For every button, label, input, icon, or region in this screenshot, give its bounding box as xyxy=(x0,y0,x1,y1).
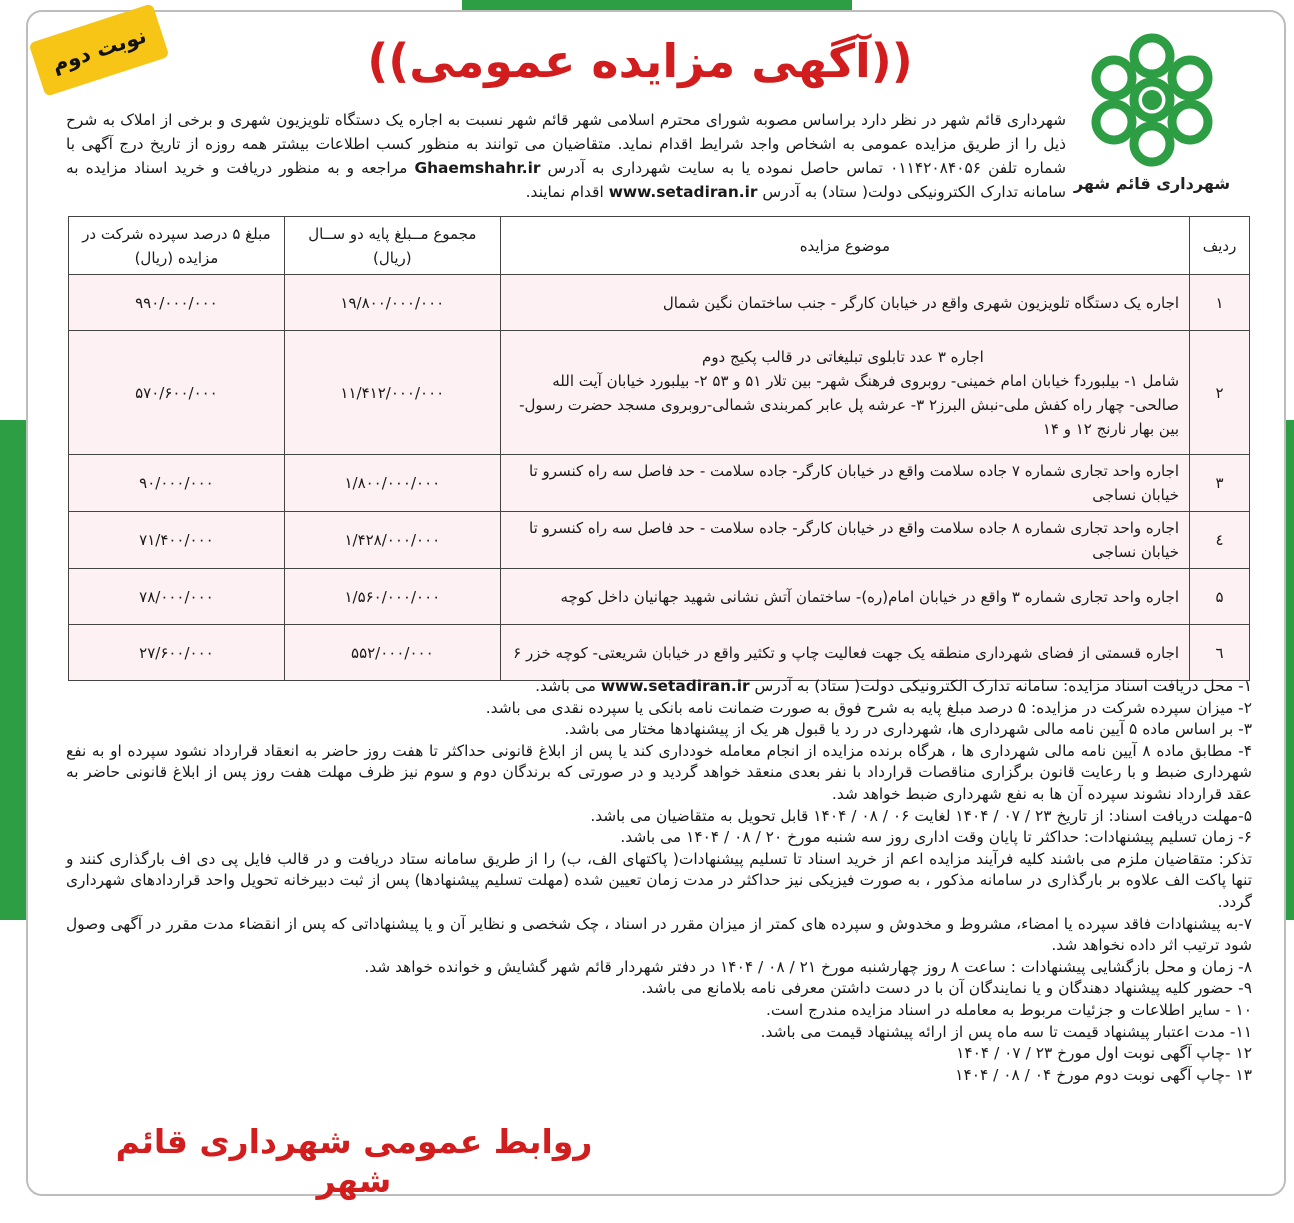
row-deposit: ۹۹۰/۰۰۰/۰۰۰ xyxy=(69,275,285,331)
condition-item: ۱۲ -چاپ آگهی نوبت اول مورخ ۲۳ / ۰۷ / ۱۴۰۴ xyxy=(956,1044,1252,1063)
row-number: ۲ xyxy=(1190,331,1250,455)
header-base-price: مجموع مــبلغ پایه دو ســال (ریال) xyxy=(284,217,500,275)
conditions-list xyxy=(66,676,1252,1086)
left-green-bar xyxy=(0,420,28,920)
header-row-number: ردیف xyxy=(1190,217,1250,275)
row-subject: اجاره واحد تجاری شماره ۳ واقع در خیابان امام(ره)- ساختمان آتش نشانی شهید جهانیان داخل کوچه xyxy=(500,569,1189,625)
table-row xyxy=(69,455,1250,512)
condition-item: ۴- مطابق ماده ۸ آیین نامه مالی شهرداری ها ، هرگاه برنده مزایده از انجام معامله خودداری کند یا پس از ابلاغ قانونی حداکثر تا هفت روز حاضر به انعقاد قرارداد نشود سپرده او به نفع شهرداری ضبط و با رعایت قانون برگزاری مناقصات قرارداد با نفر بعدی منعقد خواهد گردید و در صورتی که برندگان دوم و سوم نیز ظرف مهلت هفت روز پس از ابلاغ قانونی حاضر به عقد قرارداد نشوند سپرده آن ها به نفع شهرداری ضبط خواهد شد. xyxy=(66,741,1252,803)
condition-item: ۷-به پیشنهادات فاقد سپرده یا امضاء، مشروط و مخدوش و سپرده های کمتر از میزان مقرر در اسناد ، چک شخصی و نظایر آن و یا پیشنهاداتی که پس از انقضاء مدت مقرر در آگهی وصول شود ترتیب اثر داده نخواهد شد. xyxy=(66,914,1252,955)
table-row xyxy=(69,331,1250,455)
row-subject-heading: اجاره ۳ عدد تابلوی تبلیغاتی در قالب پکیج دوم xyxy=(702,347,984,366)
table-row xyxy=(69,625,1250,681)
round-badge: نوبت دوم xyxy=(29,3,170,96)
table-header-row xyxy=(69,217,1250,275)
auction-table xyxy=(68,216,1250,681)
condition-item: ۵-مهلت دریافت اسناد: از تاریخ ۲۳ / ۰۷ / ۱۴۰۴ لغایت ۰۶ / ۰۸ / ۱۴۰۴ قابل تحویل به متقاضیان می باشد. xyxy=(590,806,1252,825)
website-link[interactable]: Ghaemshahr.ir xyxy=(414,159,541,177)
table-row xyxy=(69,569,1250,625)
row-subject: اجاره قسمتی از فضای شهرداری منطقه یک جهت فعالیت چاپ و تکثیر واقع در خیابان شریعتی- کوچه خزر ۶ xyxy=(500,625,1189,681)
condition-item: ۱۱- مدت اعتبار پیشنهاد قیمت تا سه ماه پس از ارائه پیشنهاد قیمت می باشد. xyxy=(760,1022,1252,1041)
page-title: ((آگهی مزایده عمومی)) xyxy=(367,34,913,88)
row-subject: اجاره واحد تجاری شماره ۷ جاده سلامت واقع در خیابان کارگر- جاده سلامت - حد فاصل سه راه کنسرو تا خیابان نساجی xyxy=(500,455,1189,512)
header-subject: موضوع مزایده xyxy=(500,217,1189,275)
row-subject xyxy=(500,331,1189,455)
row-deposit: ۷۸/۰۰۰/۰۰۰ xyxy=(69,569,285,625)
row-base-price: ۱/۴۲۸/۰۰۰/۰۰۰ xyxy=(284,512,500,569)
row-deposit: ۷۱/۴۰۰/۰۰۰ xyxy=(69,512,285,569)
row-number: ٤ xyxy=(1190,512,1250,569)
row-base-price: ۱۱/۴۱۲/۰۰۰/۰۰۰ xyxy=(284,331,500,455)
intro-text-1: شهرداری قائم شهر در نظر دارد براساس مصوبه شورای محترم اسلامی شهر قائم شهر نسبت به اجاره یک دستگاه تلویزیون شهری و برخی از املاک به شرح ذیل را از طریق مزایده عمومی به اشخاص واجد شرایط اقدام نماید. متقاضیان می توانند به منظور کسب اطلاعات بیشتر همه روزه از تاریخ درج آگهی با شماره تلفن ۰۱۱۴۲۰۸۴۰۵۶ تماس حاصل نموده یا به سایت شهرداری به آدرس xyxy=(66,111,1066,177)
row-deposit: ۹۰/۰۰۰/۰۰۰ xyxy=(69,455,285,512)
setad-link[interactable]: www.setadiran.ir xyxy=(608,183,758,201)
intro-text-3: اقدام نمایند. xyxy=(525,183,604,201)
condition-1-end: می باشد. xyxy=(535,677,596,695)
condition-1-link[interactable]: www.setadiran.ir xyxy=(600,677,750,695)
row-deposit: ۵۷۰/۶۰۰/۰۰۰ xyxy=(69,331,285,455)
condition-item: ۲- میزان سپرده شرکت در مزایده: ۵ درصد مبلغ پایه به شرح فوق به صورت ضمانت نامه بانکی یا سپرده نقدی می باشد. xyxy=(485,698,1252,717)
row-deposit: ۲۷/۶۰۰/۰۰۰ xyxy=(69,625,285,681)
row-number: ۵ xyxy=(1190,569,1250,625)
row-number: ۳ xyxy=(1190,455,1250,512)
public-relations-signature: روابط عمومی شهرداری قائم شهر xyxy=(115,1122,593,1200)
intro-text-2: مراجعه و به منظور دریافت و خرید اسناد مزایده به سامانه تدارک الکترونیکی دولت( ستاد) به آدرس xyxy=(66,159,1066,201)
row-subject-detail: شامل ۱- بیلبوردf خیابان امام خمینی- روبروی فرهنگ شهر- بین تلار ۵۱ و ۵۳ ۲- بیلبورد خیابان آیت الله صالحی- چهار راه کفش ملی-نبش البرز۲ ۳- عرشه پل عابر کمربندی شمالی-روبروی مسجد حضرت رسول-بین بهار نارنج ۱۲ و ۱۴ xyxy=(519,371,1180,438)
header-deposit: مبلغ ۵ درصد سپرده شرکت در مزایده (ریال) xyxy=(69,217,285,275)
condition-note: تذکر: متقاضیان ملزم می باشند کلیه فرآیند مزایده اعم از خرید اسناد تا تسلیم پیشنهادات( پاکتهای الف، ب) را از طریق سامانه ستاد دریافت و در قالب فایل پی دی اف بارگذاری کنند و تنها پاکت الف علاوه بر بارگذاری در سامانه مذکور ، به صورت فیزیکی نیز حداکثر در مدت زمان تعیین شده (مهلت تسلیم پیشنهادها) پس از ثبت دبیرخانه تحویل واحد قراردادهای شهرداری گردد. xyxy=(66,849,1252,911)
condition-item: ۹- حضور کلیه پیشنهاد دهندگان و یا نمایندگان آن با در دست داشتن معرفی نامه بلامانع می باشد. xyxy=(641,979,1252,998)
intro-paragraph xyxy=(66,108,1066,204)
row-subject: اجاره یک دستگاه تلویزیون شهری واقع در خیابان کارگر - جنب ساختمان نگین شمال xyxy=(500,275,1189,331)
table-row xyxy=(69,275,1250,331)
logo-caption: شهرداری قائم شهر xyxy=(1073,174,1231,193)
condition-item: ۶- زمان تسلیم پیشنهادات: حداکثر تا پایان وقت اداری روز سه شنبه مورخ ۲۰ / ۰۸ / ۱۴۰۴ می باشد. xyxy=(620,828,1252,847)
condition-item: ۱۰ - سایر اطلاعات و جزئیات مربوط به معامله در اسناد مزایده مندرج است. xyxy=(766,1000,1252,1019)
condition-item: ۱۳ -چاپ آگهی نوبت دوم مورخ ۰۴ / ۰۸ / ۱۴۰۴ xyxy=(955,1065,1252,1084)
condition-item: ۸- زمان و محل بازگشایی پیشنهادات : ساعت ۸ روز چهارشنبه مورخ ۲۱ / ۰۸ / ۱۴۰۴ در دفتر شهردار قائم شهر گشایش و خوانده خواهد شد. xyxy=(364,957,1252,976)
condition-1-text: ۱- محل دریافت اسناد مزایده: سامانه تدارک الکترونیکی دولت( ستاد) به آدرس xyxy=(754,677,1252,695)
row-number: ۱ xyxy=(1190,275,1250,331)
condition-item: ۳- بر اساس ماده ۵ آیین نامه مالی شهرداری ها، شهرداری در رد یا قبول هر یک از پیشنهادها مختار می باشد. xyxy=(564,720,1252,739)
row-base-price: ۱/۸۰۰/۰۰۰/۰۰۰ xyxy=(284,455,500,512)
table-row xyxy=(69,512,1250,569)
condition-item xyxy=(66,676,1252,698)
row-base-price: ۵۵۲/۰۰۰/۰۰۰ xyxy=(284,625,500,681)
row-base-price: ۱۹/۸۰۰/۰۰۰/۰۰۰ xyxy=(284,275,500,331)
row-subject: اجاره واحد تجاری شماره ۸ جاده سلامت واقع در خیابان کارگر- جاده سلامت - حد فاصل سه راه کنسرو تا خیابان نساجی xyxy=(500,512,1189,569)
row-base-price: ۱/۵۶۰/۰۰۰/۰۰۰ xyxy=(284,569,500,625)
municipality-logo-icon xyxy=(1072,30,1232,190)
row-number: ٦ xyxy=(1190,625,1250,681)
